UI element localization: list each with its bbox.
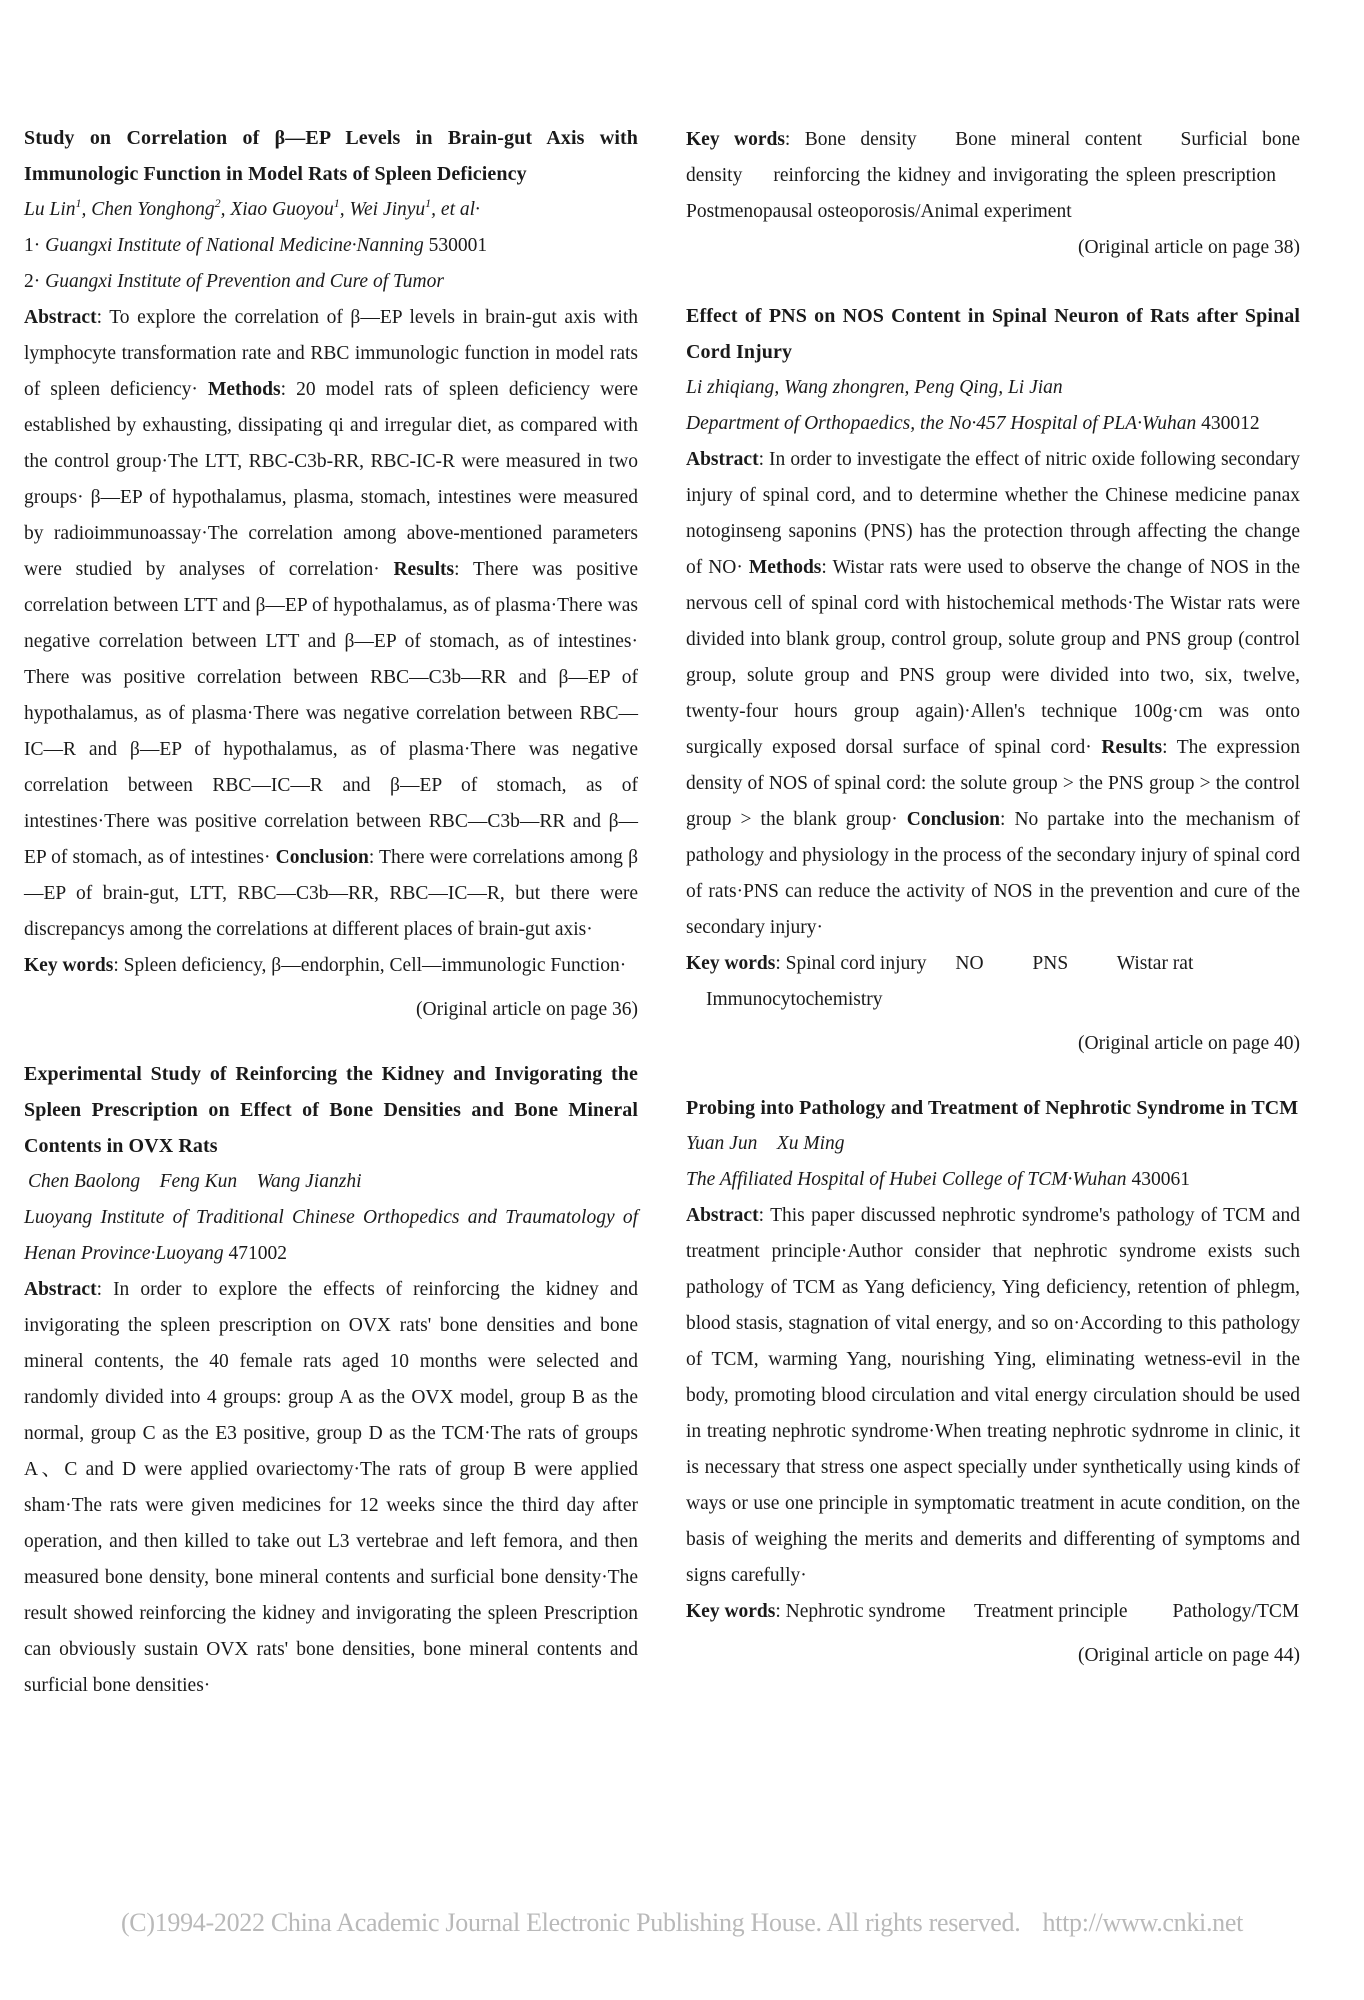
keywords: Key words: Spinal cord injury NO PNS Wistar rat Immunocytochemistry xyxy=(686,953,1194,1010)
author-list: Li zhiqiang, Wang zhongren, Peng Qing, Li Jian xyxy=(686,377,1063,398)
author-name: Wang zhongren xyxy=(784,377,905,398)
results-label: Results xyxy=(393,559,455,580)
conclusion-text: No partake into the mechanism of pathology and physiology in the process of the secondary injury of spinal cord of rats·PNS can reduce the activity of NOS in the prevention and cure of the secondary injury· xyxy=(686,809,1301,938)
copyright-footer xyxy=(0,1908,1364,1938)
author-name: Xu Ming xyxy=(776,1133,845,1154)
affiliation xyxy=(24,264,638,300)
keywords-label: Key words xyxy=(24,955,114,976)
abstract-text: This paper discussed nephrotic syndrome's pathology of TCM and treatment principle·Author consider that nephrotic syndrome exists such pathology of TCM as Yang deficiency, Ying deficiency, retention of phlegm, blood stasis, stagnation of vital energy, and so on·According to this pathology of TCM, warming Yang, nourishing Ying, eliminating wetness‐evil in the body, promoting blood circulation and vital energy circulation should be used in treating nephrotic syndrome·When treating nephrotic sydnrome in clinic, it is necessary that stress one aspect specially under synthetically using kinds of ways or use one principle in symptomatic treatment in acute condition, on the basis of weighing the merits and demerits and differenting of symptoms and signs carefully· xyxy=(686,1205,1300,1586)
results-text: The expression density of NOS of spinal cord: the solute group > the PNS group > the control group > the blank group· xyxy=(686,737,1300,830)
abstract-text: In order to explore the effects of reinforcing the kidney and invigorating the spleen prescription on OVX rats' bone densities and bone mineral contents, the 40 female rats aged 10 months were selected and randomly divided into 4 groups: group A as the OVX model, group B as the normal, group C as the E3 positive, group D as the TCM·The rats of groups A、C and D were applied ovariectomy·The rats of group B were applied sham·The rats were given medicines for 12 weeks since the third day after operation, and then killed to take out L3 vertebrae and left femora, and then measured bone density, bone mineral contents and surficial bone density·The result showed reinforcing the kidney and invigorating the spleen Prescription can obviously sustain OVX rats' bone densities, bone mineral contents and surficial bone densities· xyxy=(24,1279,639,1696)
keyword: Wistar rat xyxy=(1116,953,1194,974)
author-name: Wei Jinyu xyxy=(349,199,426,220)
keywords-label: Key words xyxy=(686,129,785,150)
original-page-ref: (Original article on page 36) xyxy=(416,999,638,1020)
article-abstract xyxy=(24,1056,638,1704)
author-name: Lu Lin xyxy=(24,199,76,220)
keywords: Key words: Bone density Bone mineral content Surficial bone density reinforcing the kidney and invigorating the spleen prescription Postmenopausal osteoporosis/Animal experiment xyxy=(686,129,1301,222)
keywords-label: Key words xyxy=(686,953,776,974)
article-abstract xyxy=(24,120,638,1028)
keyword: PNS xyxy=(1032,953,1069,974)
keyword: Nephrotic syndrome xyxy=(785,1601,946,1622)
author-name: Yuan Jun xyxy=(686,1133,758,1154)
keyword: Treatment principle xyxy=(973,1601,1128,1622)
article-title: Probing into Pathology and Treatment of Nephrotic Syndrome in TCM xyxy=(686,1097,1299,1119)
keyword: Pathology/TCM xyxy=(1172,1601,1300,1622)
copyright-text: (C)1994-2022 China Academic Journal Electronic Publishing House. All rights reserved. xyxy=(120,1908,1021,1937)
article-abstract xyxy=(686,298,1300,1062)
left-column xyxy=(24,120,638,1704)
author-list: Lu Lin$^1$, Chen Yonghong$^2$, Xiao Guoyou$^1$, Wei Jinyu$^1$, et al· xyxy=(24,196,480,220)
publisher-url[interactable]: http://www.cnki.net xyxy=(1042,1908,1244,1937)
affiliation-number: 1· xyxy=(24,235,41,256)
article-abstract-continued xyxy=(686,122,1300,266)
article-title: Experimental Study of Reinforcing the Kidney and Invigorating the Spleen Prescription on Effect of Bone Densities and Bone Mineral Contents in OVX Rats xyxy=(24,1063,638,1157)
postal-code: 471002 xyxy=(228,1243,288,1264)
conclusion-label: Conclusion xyxy=(906,809,1000,830)
methods-text: 20 model rats of spleen deficiency were established by exhausting, dissipating qi and irregular diet, as compared with the control group·The LTT, RBC‐C3b‐RR, RBC‐IC‐R were measured in two groups· β—EP of hypothalamus, plasma, stomach, intestines were measured by radioimmunoassay·The correlation among above‐mentioned parameters were studied by analyses of correlation· xyxy=(24,379,639,580)
affiliation xyxy=(686,1162,1300,1198)
postal-code: 430061 xyxy=(1131,1169,1190,1190)
abstract-body: Abstract: In order to investigate the effect of nitric oxide following secondary injury of spinal cord, and to determine whether the Chinese medicine panax notoginseng saponins (PNS) has the protection through affecting the change of NO· Methods: Wistar rats were used to observe the change of NOS in the nervous cell of spinal cord with histochemical methods·The Wistar rats were divided into blank group, control group, solute group and PNS group (control group, solute group and PNS group were divided into two, six, twelve, twenty‐four hours group again)·Allen's technique 100g·cm was onto surgically exposed dorsal surface of spinal cord· Results: The expression density of NOS of spinal cord: the solute group > the PNS group > the control group > the blank group· Conclusion: No partake into the mechanism of pathology and physiology in the process of the secondary injury of spinal cord of rats·PNS can reduce the activity of NOS in the prevention and cure of the secondary injury· xyxy=(686,449,1301,938)
abstract-text: In order to investigate the effect of nitric oxide following secondary injury of spinal cord, and to determine whether the Chinese medicine panax notoginseng saponins (PNS) has the protection through affecting the change of NO· xyxy=(686,449,1300,578)
keyword: Spinal cord injury xyxy=(785,953,927,974)
keywords: Key words: Spleen deficiency, β—endorphin, Cell—immunologic Function· xyxy=(24,955,627,976)
affiliation-marker: 1 xyxy=(333,196,340,210)
conclusion-label: Conclusion xyxy=(275,847,369,868)
keyword: Bone density xyxy=(804,129,917,150)
affiliation-marker: 1 xyxy=(425,196,432,210)
affiliation xyxy=(24,228,638,264)
postal-code: 430012 xyxy=(1201,413,1260,434)
abstract-label: Abstract xyxy=(686,449,759,470)
author-list xyxy=(686,1126,1300,1162)
author-name: Wang Jianzhi xyxy=(256,1171,362,1192)
abstract-label: Abstract xyxy=(24,307,97,328)
keywords: Key words: Nephrotic syndrome Treatment principle Pathology/TCM xyxy=(686,1601,1300,1622)
affiliation xyxy=(24,1200,638,1272)
results-text: There was positive correlation between LTT and β—EP of hypothalamus, as of plasma·There was negative correlation between LTT and β—EP of stomach, as of intestines· There was positive correlation between RBC—C3b—RR and β—EP of hypothalamus, as of plasma·There was negative correlation between RBC—IC—R and β—EP of hypothalamus, as of plasma·There was negative correlation between RBC—IC—R and β—EP of stomach, as of intestines·There was positive correlation between RBC—C3b—RR and β—EP of stomach, as of intestines· xyxy=(24,559,639,868)
abstract-label: Abstract xyxy=(24,1279,97,1300)
keyword: Surficial bone density xyxy=(686,129,1301,186)
author-name: Chen Yonghong xyxy=(91,199,215,220)
authors-suffix: , et al· xyxy=(431,199,480,220)
affiliation-number: 2· xyxy=(24,271,41,292)
affiliation-text: Department of Orthopaedics, the No·457 Hospital of PLA·Wuhan xyxy=(686,413,1197,434)
affiliation-marker: 2 xyxy=(214,196,221,210)
postal-code: 530001 xyxy=(428,235,488,256)
abstract-body: Abstract: In order to explore the effects of reinforcing the kidney and invigorating the spleen prescription on OVX rats' bone densities and bone mineral contents, the 40 female rats aged 10 months were selected and randomly divided into 4 groups: group A as the OVX model, group B as the normal, group C as the E3 positive, group D as the TCM·The rats of groups A、C and D were applied ovariectomy·The rats of group B were applied sham·The rats were given medicines for 12 weeks since the third day after operation, and then killed to take out L3 vertebrae and left femora, and then measured bone density, bone mineral contents and surficial bone density·The result showed reinforcing the kidney and invigorating the spleen Prescription can obviously sustain OVX rats' bone densities, bone mineral contents and surficial bone densities· xyxy=(24,1279,639,1696)
abstract-body: Abstract: This paper discussed nephrotic syndrome's pathology of TCM and treatment principle·Author consider that nephrotic syndrome exists such pathology of TCM as Yang deficiency, Ying deficiency, retention of phlegm, blood stasis, stagnation of vital energy, and so on·According to this pathology of TCM, warming Yang, nourishing Ying, eliminating wetness‐evil in the body, promoting blood circulation and vital energy circulation should be used in treating nephrotic syndrome·When treating nephrotic sydnrome in clinic, it is necessary that stress one aspect specially under synthetically using kinds of ways or use one principle in symptomatic treatment in acute condition, on the basis of weighing the merits and demerits and differenting of symptoms and signs carefully· xyxy=(686,1205,1300,1586)
abstract-body: Abstract: To explore the correlation of β—EP levels in brain‐gut axis with lymphocyte transformation rate and RBC immunologic function in model rats of spleen deficiency· Methods: 20 model rats of spleen deficiency were established by exhausting, dissipating qi and irregular diet, as compared with the control group·The LTT, RBC‐C3b‐RR, RBC‐IC‐R were measured in two groups· β—EP of hypothalamus, plasma, stomach, intestines were measured by radioimmunoassay·The correlation among above‐mentioned parameters were studied by analyses of correlation· Results: There was positive correlation between LTT and β—EP of hypothalamus, as of plasma·There was negative correlation between LTT and β—EP of stomach, as of intestines· There was positive correlation between RBC—C3b—RR and β—EP of hypothalamus, as of plasma·There was negative correlation between RBC—IC—R and β—EP of hypothalamus, as of plasma·There was negative correlation between RBC—IC—R and β—EP of stomach, as of intestines·There was positive correlation between RBC—C3b—RR and β—EP of stomach, as of intestines· Conclusion: There were correlations among β—EP of brain‐gut, LTT, RBC—C3b—RR, RBC—IC—R, but there were discrepancys among the correlations at different places of brain‐gut axis· xyxy=(24,307,639,940)
abstract-label: Abstract xyxy=(686,1205,759,1226)
methods-text: Wistar rats were used to observe the change of NOS in the nervous cell of spinal cord with histochemical methods·The Wistar rats were divided into blank group, control group, solute group and PNS group (control group, solute group and PNS group were divided into two, six, twelve, twenty‐four hours group again)·Allen's technique 100g·cm was onto surgically exposed dorsal surface of spinal cord· xyxy=(686,557,1300,758)
keyword: NO xyxy=(955,953,984,974)
affiliation-marker: 1 xyxy=(75,196,82,210)
keyword: Spleen deficiency, β—endorphin, Cell—immunologic Function· xyxy=(123,955,627,976)
keywords-label: Key words xyxy=(686,1601,776,1622)
author-name: Xiao Guoyou xyxy=(230,199,334,220)
original-page-ref: (Original article on page 38) xyxy=(1078,237,1300,258)
affiliation-text: Luoyang Institute of Traditional Chinese Orthopedics and Traumatology of Henan Province·Luoyang xyxy=(24,1207,638,1264)
author-name: Feng Kun xyxy=(159,1171,238,1192)
article-abstract xyxy=(686,1090,1300,1674)
keyword: reinforcing the kidney and invigorating the spleen prescription xyxy=(773,165,1276,186)
original-page-ref: (Original article on page 44) xyxy=(1078,1645,1300,1666)
author-name: Chen Baolong xyxy=(28,1171,141,1192)
affiliation-text: Guangxi Institute of National Medicine·Nanning xyxy=(45,235,424,256)
affiliation-text: Guangxi Institute of Prevention and Cure of Tumor xyxy=(45,271,444,292)
author-name: Peng Qing xyxy=(914,377,999,398)
methods-label: Methods xyxy=(748,557,822,578)
article-title: Study on Correlation of β—EP Levels in Brain‐gut Axis with Immunologic Function in Model Rats of Spleen Deficiency xyxy=(24,127,638,185)
keyword: Immunocytochemistry xyxy=(706,989,883,1010)
methods-label: Methods xyxy=(207,379,281,400)
keyword: Bone mineral content xyxy=(955,129,1143,150)
affiliation-text: The Affiliated Hospital of Hubei College of TCM·Wuhan xyxy=(686,1169,1127,1190)
original-page-ref: (Original article on page 40) xyxy=(1078,1033,1300,1054)
abstract-text: To explore the correlation of β—EP levels in brain‐gut axis with lymphocyte transformation rate and RBC immunologic function in model rats of spleen deficiency· xyxy=(24,307,638,400)
author-list xyxy=(24,1164,638,1200)
conclusion-text: There were correlations among β—EP of brain‐gut, LTT, RBC—C3b—RR, RBC—IC—R, but there were discrepancys among the correlations at different places of brain‐gut axis· xyxy=(24,847,638,940)
affiliation xyxy=(686,406,1300,442)
right-column xyxy=(686,122,1300,1674)
results-label: Results xyxy=(1101,737,1163,758)
article-title: Effect of PNS on NOS Content in Spinal Neuron of Rats after Spinal Cord Injury xyxy=(686,305,1300,363)
author-name: Li Jian xyxy=(1007,377,1063,398)
author-name: Li zhiqiang xyxy=(686,377,775,398)
keyword: Postmenopausal osteoporosis/Animal experiment xyxy=(686,201,1072,222)
